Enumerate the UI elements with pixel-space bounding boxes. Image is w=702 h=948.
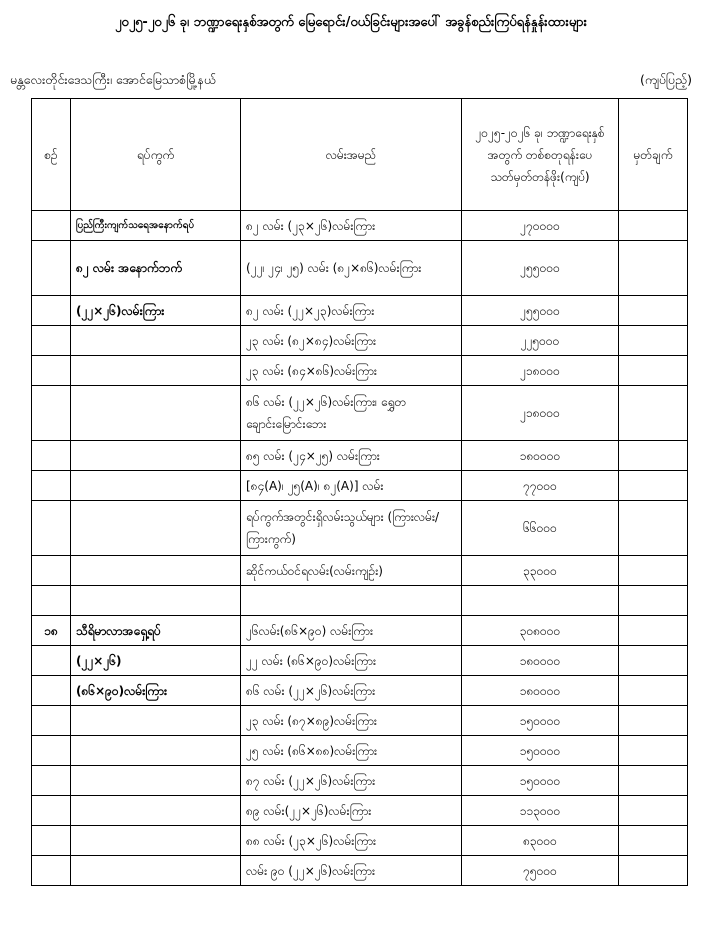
cell-value: ၇၇၀၀၀ bbox=[462, 471, 619, 501]
cell-road: ရပ်ကွက်အတွင်းရှိလမ်းသွယ်များ (ကြားလမ်း/ကြားကွက်) bbox=[241, 501, 462, 556]
cell-value: ၂၁၈၀၀၀ bbox=[462, 386, 619, 441]
cell-value: ၁၅၀၀၀၀ bbox=[462, 706, 619, 736]
table-row bbox=[32, 556, 688, 586]
table-row bbox=[32, 676, 688, 706]
cell-no bbox=[32, 501, 71, 556]
table-header-row bbox=[32, 99, 688, 211]
cell-remark bbox=[619, 296, 688, 326]
cell-road: လမ်း ၉၀ (၂၂×၂၆)လမ်းကြား bbox=[241, 856, 462, 886]
cell-remark bbox=[619, 856, 688, 886]
unit-label: (ကျပ်ပြည့်) bbox=[639, 72, 692, 87]
cell-road bbox=[241, 586, 462, 616]
cell-road: ၂၃ လမ်း (၈၇×၈၉)လမ်းကြား bbox=[241, 706, 462, 736]
cell-no bbox=[32, 441, 71, 471]
cell-remark bbox=[619, 796, 688, 826]
cell-quarter bbox=[71, 556, 241, 586]
cell-no bbox=[32, 676, 71, 706]
region-label: မန္တလေးတိုင်းဒေသကြီး၊ အောင်မြေသာစံမြို့နယ် bbox=[10, 72, 217, 87]
cell-road: ၂၂ လမ်း (၈၆×၉၀)လမ်းကြား bbox=[241, 646, 462, 676]
cell-quarter: ပြည်ကြီးကျက်သရေအနောက်ရပ် bbox=[71, 211, 241, 241]
cell-value: ၂၇၀၀၀၀ bbox=[462, 211, 619, 241]
cell-road: ၂၃ လမ်း (၈၄×၈၆)လမ်းကြား bbox=[241, 356, 462, 386]
cell-value: ၂၁၈၀၀၀ bbox=[462, 356, 619, 386]
cell-road: ဆိုင်ကယ်ဝင်ရလမ်း(လမ်းကျဉ်း) bbox=[241, 556, 462, 586]
table-row bbox=[32, 826, 688, 856]
cell-remark bbox=[619, 356, 688, 386]
cell-remark bbox=[619, 646, 688, 676]
cell-remark bbox=[619, 241, 688, 296]
cell-no bbox=[32, 356, 71, 386]
cell-remark bbox=[619, 676, 688, 706]
cell-remark bbox=[619, 616, 688, 646]
cell-quarter: (၈၆×၉၀)လမ်းကြား bbox=[71, 676, 241, 706]
table-row bbox=[32, 296, 688, 326]
header-no: စဉ် bbox=[32, 99, 71, 211]
cell-value: ၁၅၀၀၀၀ bbox=[462, 766, 619, 796]
cell-road: ၂၆လမ်း(၈၆×၉၀) လမ်းကြား bbox=[241, 616, 462, 646]
cell-quarter: (၂၂×၂၆)လမ်းကြား bbox=[71, 296, 241, 326]
table-row bbox=[32, 586, 688, 616]
cell-value: ၈၃၀၀၀ bbox=[462, 826, 619, 856]
cell-no: ၁၈ bbox=[32, 616, 71, 646]
header-quarter: ရပ်ကွက် bbox=[71, 99, 241, 211]
cell-quarter: ၈၂ လမ်း အနောက်ဘက် bbox=[71, 241, 241, 296]
cell-road: [၈၄(A)၊ ၂၅(A)၊ ၈၂(A)] လမ်း bbox=[241, 471, 462, 501]
cell-no bbox=[32, 241, 71, 296]
cell-value: ၁၈၀၀၀၀ bbox=[462, 646, 619, 676]
table-row bbox=[32, 211, 688, 241]
table-row bbox=[32, 471, 688, 501]
document-title: ၂၀၂၅-၂၀၂၆ ခု၊ ဘဏ္ဍာရေးနှစ်အတွက် မြေရောင်း/ဝယ်ခြင်းများအပေါ် အခွန်စည်းကြပ်ရန်နှုန်းထားများ bbox=[115, 15, 587, 30]
cell-no bbox=[32, 736, 71, 766]
cell-no bbox=[32, 386, 71, 441]
cell-no bbox=[32, 766, 71, 796]
cell-no bbox=[32, 706, 71, 736]
cell-quarter bbox=[71, 796, 241, 826]
cell-road: ၈၂ လမ်း (၂၃×၂၆)လမ်းကြား bbox=[241, 211, 462, 241]
subheading-row bbox=[10, 68, 692, 92]
cell-road: ၈၆ လမ်း (၂၂×၂၆)လမ်းကြား၊ ရွှေတချောင်းမြောင်းဘေး bbox=[241, 386, 462, 441]
cell-remark bbox=[619, 766, 688, 796]
cell-no bbox=[32, 471, 71, 501]
cell-value: ၂၅၅၀၀၀ bbox=[462, 296, 619, 326]
cell-road: ၈၆ လမ်း (၂၂×၂၆)လမ်းကြား bbox=[241, 676, 462, 706]
cell-remark bbox=[619, 706, 688, 736]
header-remark: မှတ်ချက် bbox=[619, 99, 688, 211]
cell-quarter bbox=[71, 386, 241, 441]
cell-no bbox=[32, 586, 71, 616]
cell-quarter bbox=[71, 441, 241, 471]
cell-quarter bbox=[71, 856, 241, 886]
cell-road: ၈၈ လမ်း (၂၃×၂၆)လမ်းကြား bbox=[241, 826, 462, 856]
cell-remark bbox=[619, 586, 688, 616]
cell-remark bbox=[619, 501, 688, 556]
header-road: လမ်းအမည် bbox=[241, 99, 462, 211]
cell-value: ၂၅၅၀၀၀ bbox=[462, 241, 619, 296]
cell-road: ၈၇ လမ်း (၂၂×၂၆)လမ်းကြား bbox=[241, 766, 462, 796]
cell-value: ၆၆၀၀၀ bbox=[462, 501, 619, 556]
table-row bbox=[32, 241, 688, 296]
cell-quarter bbox=[71, 706, 241, 736]
table-row bbox=[32, 386, 688, 441]
cell-road: ၈၂ လမ်း (၂၂×၂၃)လမ်းကြား bbox=[241, 296, 462, 326]
cell-no bbox=[32, 211, 71, 241]
cell-remark bbox=[619, 826, 688, 856]
cell-no bbox=[32, 296, 71, 326]
cell-quarter bbox=[71, 826, 241, 856]
cell-remark bbox=[619, 736, 688, 766]
cell-value: ၁၈၀၀၀၀ bbox=[462, 441, 619, 471]
cell-no bbox=[32, 646, 71, 676]
cell-remark bbox=[619, 326, 688, 356]
cell-value: ၂၂၅၀၀၀ bbox=[462, 326, 619, 356]
cell-quarter bbox=[71, 586, 241, 616]
cell-quarter bbox=[71, 326, 241, 356]
header-value: ၂၀၂၅-၂၀၂၆ ခု၊ ဘဏ္ဍာရေးနှစ်အတွက် တစ်စတုရန်းပေ သတ်မှတ်တန်ဖိုး(ကျပ်) bbox=[462, 99, 619, 211]
cell-value bbox=[462, 586, 619, 616]
cell-no bbox=[32, 796, 71, 826]
table-row bbox=[32, 356, 688, 386]
cell-remark bbox=[619, 211, 688, 241]
table-row bbox=[32, 706, 688, 736]
table-row bbox=[32, 766, 688, 796]
cell-road: ၂၃ လမ်း (၈၂×၈၄)လမ်းကြား bbox=[241, 326, 462, 356]
cell-value: ၁၈၀၀၀၀ bbox=[462, 676, 619, 706]
cell-quarter bbox=[71, 501, 241, 556]
cell-quarter bbox=[71, 356, 241, 386]
table-row bbox=[32, 501, 688, 556]
cell-quarter bbox=[71, 471, 241, 501]
table-row bbox=[32, 856, 688, 886]
cell-no bbox=[32, 556, 71, 586]
cell-quarter: (၂၂×၂၆) bbox=[71, 646, 241, 676]
cell-no bbox=[32, 326, 71, 356]
cell-road: (၂၂၊ ၂၄၊ ၂၅) လမ်း (၈၂×၈၆)လမ်းကြား bbox=[241, 241, 462, 296]
table-row bbox=[32, 736, 688, 766]
cell-quarter: သီရိမာလာအရှေ့ရပ် bbox=[71, 616, 241, 646]
cell-no bbox=[32, 856, 71, 886]
cell-road: ၈၅ လမ်း (၂၄×၂၅) လမ်းကြား bbox=[241, 441, 462, 471]
cell-quarter bbox=[71, 736, 241, 766]
cell-value: ၁၅၀၀၀၀ bbox=[462, 736, 619, 766]
cell-remark bbox=[619, 556, 688, 586]
cell-value: ၃၃၀၀၀ bbox=[462, 556, 619, 586]
cell-remark bbox=[619, 471, 688, 501]
table-row bbox=[32, 796, 688, 826]
table-row bbox=[32, 441, 688, 471]
cell-remark bbox=[619, 386, 688, 441]
cell-value: ၁၁၃၀၀၀ bbox=[462, 796, 619, 826]
cell-no bbox=[32, 826, 71, 856]
rates-table bbox=[31, 98, 688, 886]
cell-road: ၂၅ လမ်း (၈၆×၈၈)လမ်းကြား bbox=[241, 736, 462, 766]
cell-quarter bbox=[71, 766, 241, 796]
table-row bbox=[32, 326, 688, 356]
cell-remark bbox=[619, 441, 688, 471]
table-row bbox=[32, 646, 688, 676]
cell-road: ၈၉ လမ်း(၂၂×၂၆)လမ်းကြား bbox=[241, 796, 462, 826]
cell-value: ၇၅၀၀၀ bbox=[462, 856, 619, 886]
cell-value: ၃၀၈၀၀၀ bbox=[462, 616, 619, 646]
table-row bbox=[32, 616, 688, 646]
